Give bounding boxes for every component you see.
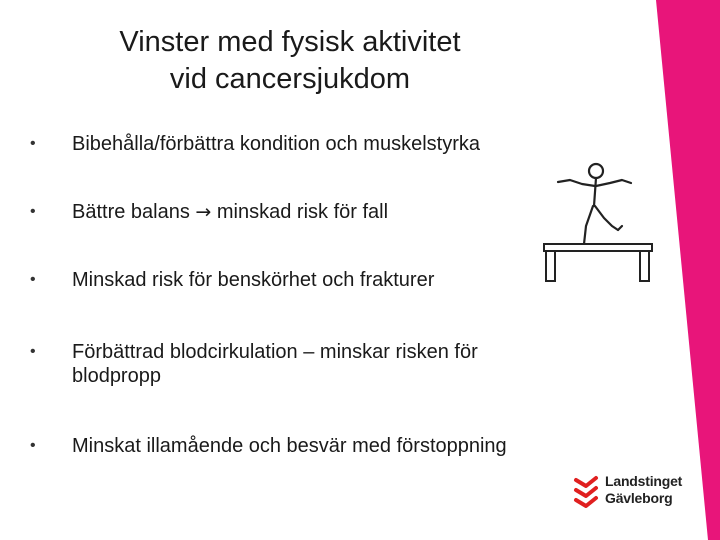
bullet-dot: •	[30, 343, 36, 360]
logo-mark-icon	[572, 472, 602, 512]
bullet-text-before: Bättre balans	[72, 201, 196, 223]
bullet-text: Minskad risk för benskörhet och frakturer	[72, 269, 435, 291]
bullet-dot: •	[30, 135, 36, 152]
slide-title-line-1: Vinster med fysisk aktivitet	[119, 26, 461, 58]
bullet-text: Bibehålla/förbättra kondition och muskelstyrka	[72, 133, 480, 155]
arrow-right-icon: →	[195, 201, 212, 223]
slide-title-line-2: vid cancersjukdom	[169, 63, 411, 95]
person-balancing-on-beam-icon	[530, 156, 655, 284]
bullet-text-after: minskad risk för fall	[211, 201, 389, 223]
logo-line-1: Landstinget	[605, 473, 683, 489]
bullet-dot: •	[30, 203, 36, 220]
bullet-text: Förbättrad blodcirkulation – minskar risken för blodpropp	[72, 341, 478, 387]
logo-wordmark	[605, 473, 682, 507]
logo-line-2: Gävleborg	[605, 490, 673, 506]
landstinget-gavleborg-logo	[572, 470, 692, 514]
bullet-dot: •	[30, 271, 36, 288]
bullet-dot: •	[30, 437, 36, 454]
slide-title	[40, 24, 540, 98]
bullet-text: Minskat illamående och besvär med förstoppning	[72, 435, 507, 457]
